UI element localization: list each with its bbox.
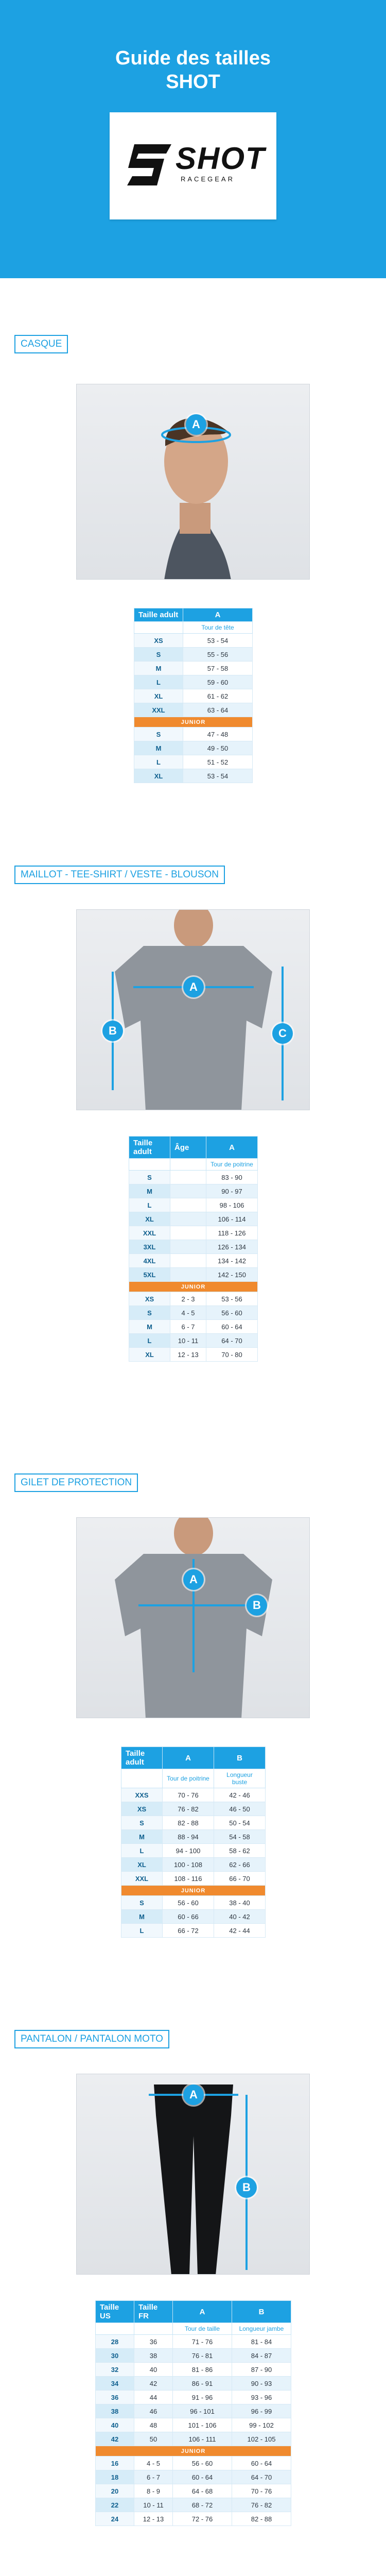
table-row (121, 1872, 266, 1886)
table-cell: 84 - 87 (232, 2349, 291, 2363)
table-row (96, 2349, 291, 2363)
table-cell: 118 - 126 (206, 1226, 258, 1240)
size-label-cell: S (129, 1171, 170, 1184)
size-label-cell: S (129, 1306, 170, 1320)
col-header: A (163, 1747, 214, 1769)
table-row (96, 2512, 291, 2526)
table-cell: 83 - 90 (206, 1171, 258, 1184)
table-row (121, 1844, 266, 1858)
col-header: Âge (170, 1137, 206, 1159)
table-cell: 6 - 7 (134, 2470, 173, 2484)
table-cell (170, 1240, 206, 1254)
torso-illustration (77, 1518, 310, 1718)
size-label-cell: S (134, 648, 183, 662)
table-row (96, 2363, 291, 2377)
table-row (121, 1816, 266, 1830)
size-label-cell: 42 (96, 2432, 134, 2446)
col-header: Taille adult (129, 1137, 170, 1159)
col-subheader: Tour de poitrine (163, 1769, 214, 1788)
size-label-cell: 34 (96, 2377, 134, 2391)
table-cell: 70 - 76 (163, 1788, 214, 1802)
table-cell: 81 - 84 (232, 2335, 291, 2349)
table-row (129, 1334, 258, 1348)
table-cell: 101 - 106 (173, 2418, 232, 2432)
table-cell: 47 - 48 (183, 727, 253, 741)
table-row (129, 1198, 258, 1212)
junior-band-row (134, 717, 253, 727)
table-row (129, 1184, 258, 1198)
table-cell: 44 (134, 2391, 173, 2404)
brand-subtitle: RACEGEAR (181, 175, 235, 183)
table-cell: 46 - 50 (214, 1802, 266, 1816)
size-label-cell: L (129, 1198, 170, 1212)
col-header: B (232, 2301, 291, 2323)
size-label-cell: 18 (96, 2470, 134, 2484)
col-header: A (183, 608, 253, 622)
size-label-cell: 22 (96, 2498, 134, 2512)
junior-band-row (121, 1886, 266, 1896)
table-cell: 82 - 88 (163, 1816, 214, 1830)
col-subheader: Tour de poitrine (206, 1159, 258, 1171)
size-label-cell: M (129, 1184, 170, 1198)
table-row (121, 1858, 266, 1872)
table-cell: 12 - 13 (170, 1348, 206, 1362)
table-cell: 99 - 102 (232, 2418, 291, 2432)
table-row (121, 1924, 266, 1938)
size-label-cell: 5XL (129, 1268, 170, 1282)
table-row (129, 1240, 258, 1254)
head-illustration (77, 384, 310, 580)
table-row (134, 648, 253, 662)
table-cell: 56 - 60 (206, 1306, 258, 1320)
table-row (96, 2404, 291, 2418)
table-row (134, 634, 253, 648)
size-label-cell: L (134, 755, 183, 769)
table-cell: 71 - 76 (173, 2335, 232, 2349)
table-cell: 88 - 94 (163, 1830, 214, 1844)
table-row (134, 689, 253, 703)
col-subheader: Longueur buste (214, 1769, 266, 1788)
size-label-cell: XXS (121, 1788, 163, 1802)
table-cell: 53 - 54 (183, 634, 253, 648)
table-row (96, 2470, 291, 2484)
table-row (134, 675, 253, 689)
size-label-cell: M (134, 741, 183, 755)
table-cell: 70 - 80 (206, 1348, 258, 1362)
table-row (121, 1830, 266, 1844)
junior-label: JUNIOR (129, 1282, 258, 1292)
size-label-cell: M (134, 662, 183, 675)
table-cell (170, 1212, 206, 1226)
col-header: B (214, 1747, 266, 1769)
table-cell: 68 - 72 (173, 2498, 232, 2512)
table-cell (170, 1171, 206, 1184)
size-label-cell: XL (129, 1348, 170, 1362)
table-cell: 76 - 81 (173, 2349, 232, 2363)
table-cell (170, 1184, 206, 1198)
table-row (129, 1212, 258, 1226)
table-cell: 50 - 54 (214, 1816, 266, 1830)
table-cell: 53 - 54 (183, 769, 253, 783)
table-row (96, 2484, 291, 2498)
table-row (121, 1910, 266, 1924)
col-header: Taille FR (134, 2301, 173, 2323)
col-header: Taille adult (121, 1747, 163, 1769)
table-row (96, 2418, 291, 2432)
table-row (96, 2456, 291, 2470)
size-label-cell: 4XL (129, 1254, 170, 1268)
page-title-line2: SHOT (166, 71, 220, 93)
table-row (96, 2498, 291, 2512)
size-label-cell: M (129, 1320, 170, 1334)
table-cell: 12 - 13 (134, 2512, 173, 2526)
table-cell: 90 - 93 (232, 2377, 291, 2391)
size-label-cell: S (121, 1896, 163, 1910)
table-cell (170, 1254, 206, 1268)
table-row (129, 1306, 258, 1320)
table-cell: 42 - 46 (214, 1788, 266, 1802)
table-cell: 64 - 70 (206, 1334, 258, 1348)
measure-tag-b: B (247, 1595, 267, 1616)
size-label-cell: S (134, 727, 183, 741)
size-label-cell: 36 (96, 2391, 134, 2404)
size-label-cell: XS (129, 1292, 170, 1306)
table-cell: 40 (134, 2363, 173, 2377)
page-title-line1: Guide des tailles (115, 47, 271, 69)
section-title-gilet: GILET DE PROTECTION (14, 1473, 138, 1492)
table-cell: 8 - 9 (134, 2484, 173, 2498)
size-label-cell: 38 (96, 2404, 134, 2418)
table-row (134, 662, 253, 675)
table-cell: 59 - 60 (183, 675, 253, 689)
table-cell: 70 - 76 (232, 2484, 291, 2498)
gilet-size-table (121, 1747, 266, 1938)
table-row (129, 1254, 258, 1268)
table-cell: 91 - 96 (173, 2391, 232, 2404)
size-label-cell: 40 (96, 2418, 134, 2432)
table-cell: 42 (134, 2377, 173, 2391)
table-row (96, 2391, 291, 2404)
junior-band-row (129, 1282, 258, 1292)
measure-tag-b: B (236, 2177, 257, 2198)
table-cell: 86 - 91 (173, 2377, 232, 2391)
table-row (129, 1320, 258, 1334)
table-cell: 56 - 60 (163, 1896, 214, 1910)
size-label-cell: 16 (96, 2456, 134, 2470)
table-cell: 142 - 150 (206, 1268, 258, 1282)
table-cell: 10 - 11 (134, 2498, 173, 2512)
size-label-cell: 30 (96, 2349, 134, 2363)
page-title (0, 46, 386, 94)
table-cell: 46 (134, 2404, 173, 2418)
table-cell: 4 - 5 (170, 1306, 206, 1320)
table-cell: 61 - 62 (183, 689, 253, 703)
table-cell: 10 - 11 (170, 1334, 206, 1348)
table-cell: 102 - 105 (232, 2432, 291, 2446)
maillot-size-table (129, 1136, 258, 1362)
table-cell: 49 - 50 (183, 741, 253, 755)
table-cell: 100 - 108 (163, 1858, 214, 1872)
table-row (134, 741, 253, 755)
col-subheader: Tour de taille (173, 2323, 232, 2335)
measure-tag-a: A (183, 1569, 204, 1590)
vest-photo (76, 1517, 310, 1718)
table-cell (170, 1268, 206, 1282)
table-cell: 2 - 3 (170, 1292, 206, 1306)
size-label-cell: XXL (134, 703, 183, 717)
table-cell: 90 - 97 (206, 1184, 258, 1198)
table-row (129, 1171, 258, 1184)
size-label-cell: 32 (96, 2363, 134, 2377)
table-cell: 93 - 96 (232, 2391, 291, 2404)
measure-tag-a: A (183, 977, 204, 997)
helmet-photo (76, 384, 310, 580)
table-cell: 106 - 111 (173, 2432, 232, 2446)
table-cell: 60 - 64 (232, 2456, 291, 2470)
table-cell: 72 - 76 (173, 2512, 232, 2526)
table-cell: 4 - 5 (134, 2456, 173, 2470)
col-header: Taille adult (134, 608, 183, 622)
table-cell: 96 - 99 (232, 2404, 291, 2418)
table-cell: 63 - 64 (183, 703, 253, 717)
table-cell (170, 1198, 206, 1212)
table-cell: 82 - 88 (232, 2512, 291, 2526)
table-cell: 66 - 72 (163, 1924, 214, 1938)
table-row (134, 703, 253, 717)
measure-tag-a: A (183, 2084, 204, 2105)
table-row (129, 1348, 258, 1362)
col-subheader (134, 622, 183, 634)
size-label-cell: XL (134, 689, 183, 703)
size-label-cell: 28 (96, 2335, 134, 2349)
table-row (129, 1292, 258, 1306)
table-cell: 134 - 142 (206, 1254, 258, 1268)
table-cell: 64 - 68 (173, 2484, 232, 2498)
table-row (121, 1788, 266, 1802)
table-cell: 66 - 70 (214, 1872, 266, 1886)
table-cell: 51 - 52 (183, 755, 253, 769)
table-cell: 57 - 58 (183, 662, 253, 675)
pants-photo (76, 2074, 310, 2275)
col-header: Taille US (96, 2301, 134, 2323)
col-header: A (173, 2301, 232, 2323)
size-label-cell: L (129, 1334, 170, 1348)
pantalon-size-table (95, 2300, 291, 2526)
size-label-cell: XS (134, 634, 183, 648)
size-label-cell: XXL (121, 1872, 163, 1886)
table-cell: 76 - 82 (232, 2498, 291, 2512)
size-label-cell: 24 (96, 2512, 134, 2526)
table-cell: 94 - 100 (163, 1844, 214, 1858)
table-cell: 108 - 116 (163, 1872, 214, 1886)
table-cell: 60 - 64 (173, 2470, 232, 2484)
table-cell: 81 - 86 (173, 2363, 232, 2377)
section-title-maillot: MAILLOT - TEE-SHIRT / VESTE - BLOUSON (14, 866, 225, 884)
table-row (134, 755, 253, 769)
size-label-cell: XL (129, 1212, 170, 1226)
table-cell (170, 1226, 206, 1240)
col-header: A (206, 1137, 258, 1159)
table-row (96, 2335, 291, 2349)
table-cell: 54 - 58 (214, 1830, 266, 1844)
table-cell: 64 - 70 (232, 2470, 291, 2484)
measure-tag-b: B (102, 1021, 123, 1041)
table-row (129, 1226, 258, 1240)
table-cell: 48 (134, 2418, 173, 2432)
size-label-cell: 3XL (129, 1240, 170, 1254)
shot-logo (110, 112, 276, 219)
junior-band-row (96, 2446, 291, 2456)
table-row (129, 1268, 258, 1282)
shot-s-icon (127, 144, 171, 185)
table-cell: 36 (134, 2335, 173, 2349)
junior-label: JUNIOR (96, 2446, 291, 2456)
table-cell: 126 - 134 (206, 1240, 258, 1254)
table-row (121, 1896, 266, 1910)
table-cell: 50 (134, 2432, 173, 2446)
table-row (96, 2432, 291, 2446)
section-title-pantalon: PANTALON / PANTALON MOTO (14, 2030, 169, 2048)
size-label-cell: L (121, 1924, 163, 1938)
size-label-cell: XL (134, 769, 183, 783)
torso-illustration (77, 910, 310, 1110)
table-cell: 76 - 82 (163, 1802, 214, 1816)
junior-label: JUNIOR (134, 717, 253, 727)
table-cell: 60 - 66 (163, 1910, 214, 1924)
size-label-cell: XXL (129, 1226, 170, 1240)
size-label-cell: XL (121, 1858, 163, 1872)
size-label-cell: 20 (96, 2484, 134, 2498)
brand-name: SHOT (176, 141, 266, 176)
table-cell: 56 - 60 (173, 2456, 232, 2470)
measure-tag-c: C (272, 1023, 293, 1044)
header-band (0, 0, 386, 278)
table-cell: 96 - 101 (173, 2404, 232, 2418)
table-row (134, 769, 253, 783)
tshirt-photo (76, 909, 310, 1110)
table-cell: 38 (134, 2349, 173, 2363)
size-label-cell: L (121, 1844, 163, 1858)
table-cell: 58 - 62 (214, 1844, 266, 1858)
table-cell: 38 - 40 (214, 1896, 266, 1910)
table-row (134, 727, 253, 741)
size-label-cell: L (134, 675, 183, 689)
table-cell: 87 - 90 (232, 2363, 291, 2377)
size-label-cell: M (121, 1830, 163, 1844)
table-cell: 106 - 114 (206, 1212, 258, 1226)
table-row (96, 2377, 291, 2391)
table-cell: 40 - 42 (214, 1910, 266, 1924)
table-row (121, 1802, 266, 1816)
size-label-cell: S (121, 1816, 163, 1830)
table-cell: 60 - 64 (206, 1320, 258, 1334)
table-cell: 42 - 44 (214, 1924, 266, 1938)
size-label-cell: M (121, 1910, 163, 1924)
size-label-cell: XS (121, 1802, 163, 1816)
table-cell: 98 - 106 (206, 1198, 258, 1212)
junior-label: JUNIOR (121, 1886, 266, 1896)
table-cell: 62 - 66 (214, 1858, 266, 1872)
measure-tag-a: A (186, 414, 206, 435)
table-cell: 6 - 7 (170, 1320, 206, 1334)
table-cell: 55 - 56 (183, 648, 253, 662)
section-title-casque: CASQUE (14, 335, 68, 353)
table-cell: 53 - 56 (206, 1292, 258, 1306)
col-subheader: Tour de tête (183, 622, 253, 634)
casque-size-table (134, 608, 253, 783)
col-subheader: Longueur jambe (232, 2323, 291, 2335)
